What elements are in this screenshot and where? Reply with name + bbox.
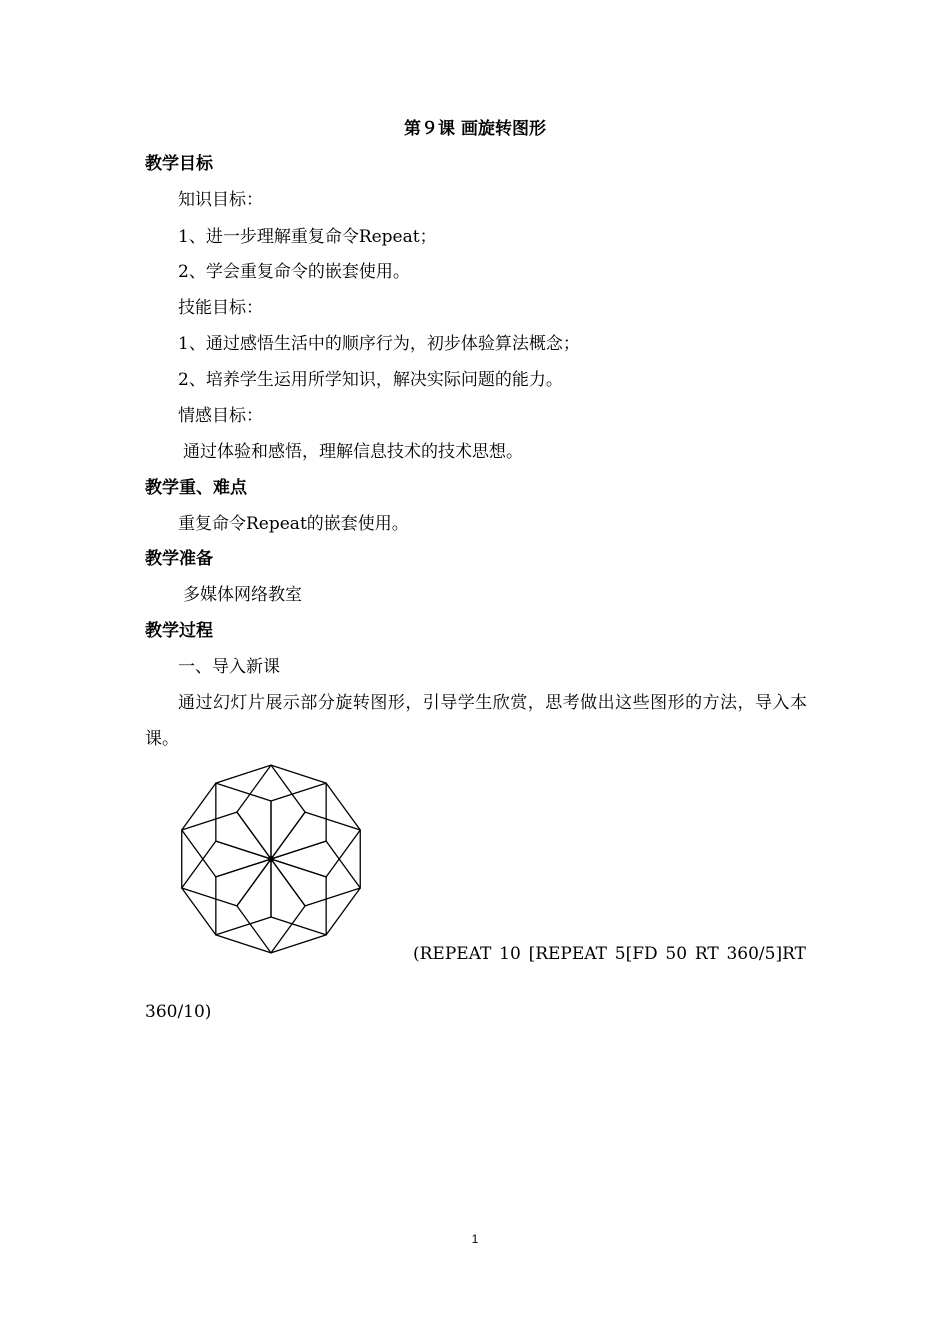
code-token: RT: [694, 944, 719, 964]
code-token: [REPEAT: [528, 944, 607, 964]
heading-key-points: 教学重、难点: [145, 478, 247, 498]
code-token: 10: [499, 944, 521, 964]
pentagon-path: [182, 812, 271, 906]
skill-goals-label: 技能目标：: [178, 298, 263, 318]
pentagon-path: [182, 783, 271, 877]
heading-preparation: 教学准备: [145, 549, 213, 569]
code-token: 5[FD: [614, 944, 658, 964]
repeat-code: [413, 943, 806, 965]
heading-process: 教学过程: [145, 621, 213, 641]
turtle-icon: [268, 856, 274, 862]
process-step1-text: 通过幻灯片展示部分旋转图形，引导学生欣赏，思考做出这些图形的方法，导入本课。: [145, 693, 807, 749]
heading-goals: 教学目标: [145, 154, 213, 174]
rotation-figure: [173, 758, 369, 960]
page-number: 1: [471, 1232, 479, 1246]
repeat-code-continuation: 360/10): [145, 1002, 212, 1022]
emotion-goal-1: 通过体验和感悟，理解信息技术的技术思想。: [183, 442, 523, 462]
code-token: (REPEAT: [413, 944, 492, 964]
preparation-text: 多媒体网络教室: [183, 585, 302, 605]
pentagon-path: [271, 812, 360, 906]
knowledge-goals-label: 知识目标：: [178, 190, 263, 210]
emotion-goals-label: 情感目标：: [178, 406, 263, 426]
knowledge-goal-1: 1、进一步理解重复命令Repeat；: [178, 227, 437, 247]
code-token: 50: [665, 944, 688, 964]
page-title: 第９课 画旋转图形: [404, 119, 546, 139]
code-token: 360/5]RT: [726, 944, 806, 964]
skill-goal-1: 1、通过感悟生活中的顺序行为，初步体验算法概念；: [178, 334, 580, 354]
knowledge-goal-2: 2、学会重复命令的嵌套使用。: [178, 262, 410, 282]
process-step1-title: 一、导入新课: [178, 657, 280, 677]
key-points-text: 重复命令Repeat的嵌套使用。: [178, 514, 409, 534]
skill-goal-2: 2、培养学生运用所学知识，解决实际问题的能力。: [178, 370, 563, 390]
